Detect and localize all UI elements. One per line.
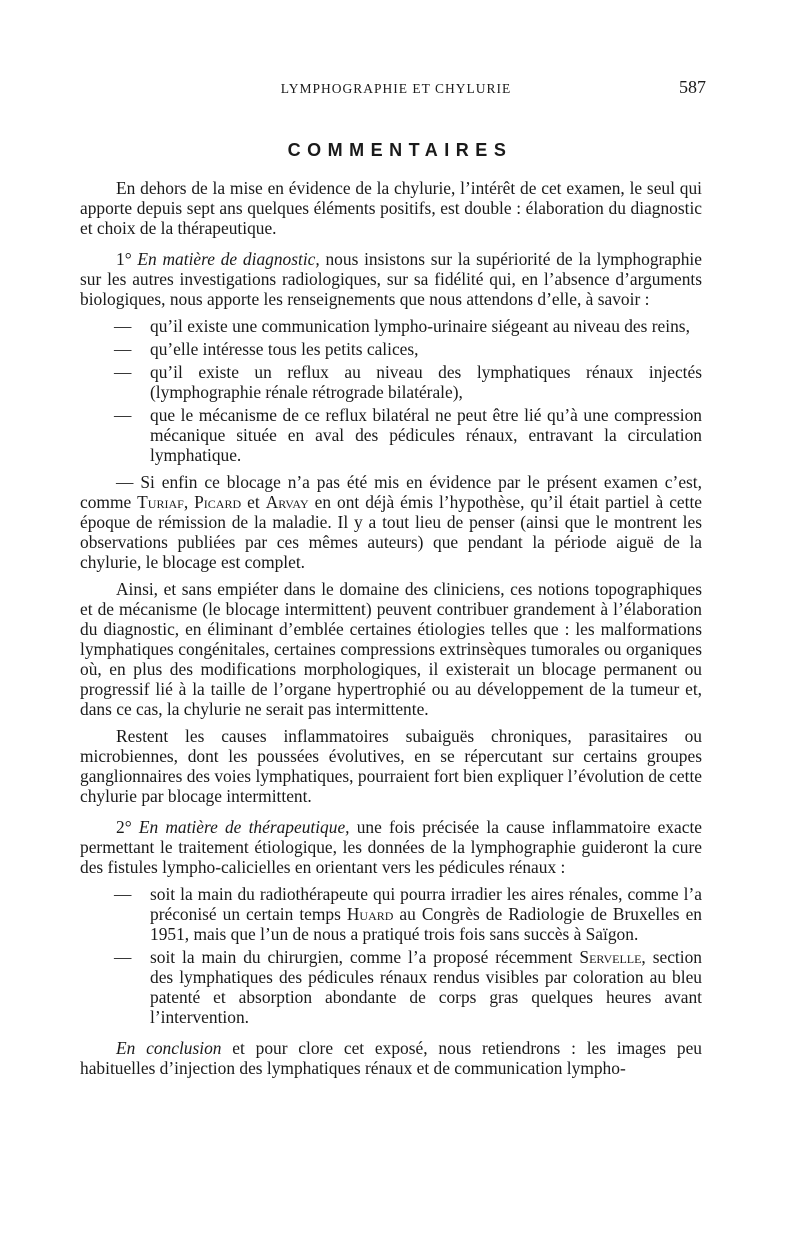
author-name: Huard bbox=[346, 904, 394, 924]
list-item bbox=[80, 316, 702, 336]
list-item-text: au Congrès de Radiologie de Bruxelles en 1951, mais que l’un de nous a pratiqué trois fois sans succès à Saïgon. bbox=[150, 904, 702, 944]
paragraph-text: et pour clore cet exposé, nous retiendrons : les images peu habituelles d’injection des lymphatiques rénaux et de communication lympho- bbox=[80, 1038, 702, 1078]
paragraph-restent: Restent les causes inflammatoires subaiguës chroniques, parasitaires ou microbiennes, dont les poussées évolutives, en se répercutant sur certains groupes ganglionnaires des voies lymphatiques, pourraient fort bien expliquer l’évolution de cette chylurie par blocage intermittent. bbox=[80, 726, 702, 806]
dash: — bbox=[114, 362, 132, 382]
paragraph-ainsi: Ainsi, et sans empiéter dans le domaine des cliniciens, ces notions topographiques et de mécanisme (le blocage intermittent) peuvent contribuer grandement à l’élaboration du diagnostic, en éliminant d’emblée certaines étiologies telles que : les malformations lymphatiques congénitales, certaines compressions extrinsèques tumorales ou organiques où, en plus des modifications morphologiques, il existerait un blocage permanent ou progressif lié à la taille de l’organe hypertrophié ou au développement de la tumeur et, dans ce cas, la chylurie ne serait pas intermittente. bbox=[80, 579, 702, 719]
author-name: Picard bbox=[194, 492, 242, 512]
italic-heading: En conclusion bbox=[116, 1038, 222, 1058]
author-name: Turiaf bbox=[137, 492, 184, 512]
item-number: 2° bbox=[116, 817, 132, 837]
dash: — bbox=[116, 472, 134, 492]
list-item bbox=[80, 405, 702, 465]
section-title: COMMENTAIRES bbox=[287, 140, 513, 160]
paragraph-text: une fois précisée la cause inflammatoire exacte permettant le traitement étiologique, les données de la lymphographie guideront la cure des fistules lympho-calicielles en orientant vers les pédicules rénaux : bbox=[80, 817, 702, 877]
paragraph-intro: En dehors de la mise en évidence de la chylurie, l’intérêt de cet examen, le seul qui apporte depuis sept ans quelques éléments positifs, est double : élaboration du diagnostic et choix de la thérapeutique. bbox=[80, 178, 702, 238]
page-number: 587 bbox=[679, 77, 706, 97]
dash: — bbox=[114, 316, 132, 336]
list-item-text: soit la main du chirurgien, comme l’a proposé récemment bbox=[150, 947, 573, 967]
running-title: LYMPHOGRAPHIE ET CHYLURIE bbox=[280, 81, 512, 96]
list-item bbox=[80, 884, 702, 944]
dash: — bbox=[114, 339, 132, 359]
paragraph-blocage: — Si enfin ce blocage n’a pas été mis en évidence par le présent examen c’est, comme Turiaf, Picard et Arvay en ont déjà émis l’hypothèse, qu’il était partiel à cette époque de rémission de la maladie. Il y a tout lieu de penser (ainsi que le montrent les observations publiées par ces mêmes auteurs) que pendant la période aiguë de la chylurie, le blocage est complet. bbox=[80, 472, 703, 572]
italic-heading: En matière de thérapeutique, bbox=[138, 817, 350, 837]
list-item-text: soit la main du radiothérapeute qui pourra irradier les aires rénales, comme l’a préconisé un certain temps bbox=[150, 884, 702, 924]
diagnostic-list bbox=[80, 316, 702, 465]
therapeutic-list bbox=[80, 884, 702, 1027]
list-item-text: section des lymphatiques des pédicules rénaux rendus visibles par coloration au bleu patenté et absorption abondante de corps gras quelques heures avant l’intervention. bbox=[150, 947, 702, 1027]
conjunction: et bbox=[247, 492, 260, 512]
paragraph-conclusion bbox=[80, 1038, 702, 1078]
list-item-text: qu’il existe un reflux au niveau des lymphatiques rénaux injectés (lymphographie rénale rétrograde bilatérale), bbox=[150, 362, 702, 402]
author-name: Servelle, bbox=[579, 947, 646, 967]
paragraph-text: en ont déjà émis l’hypothèse, qu’il était partiel à cette époque de rémission de la maladie. Il y a tout lieu de penser (ainsi que le montrent les observations publiées par ces mêmes auteurs) que pendant la période aiguë de la chylurie, le blocage est complet. bbox=[80, 492, 703, 572]
paragraph-diagnostic bbox=[80, 249, 702, 309]
list-item bbox=[80, 362, 702, 402]
list-item-text: qu’il existe une communication lympho-urinaire siégeant au niveau des reins, bbox=[150, 316, 690, 336]
paragraph-text: nous insistons sur la supériorité de la lymphographie sur les autres investigations radiologiques, sur sa fidélité qui, en l’absence d’arguments biologiques, nous apporte les renseignements que nous attendons d’elle, à savoir : bbox=[80, 249, 702, 309]
list-item bbox=[80, 947, 702, 1027]
list-item bbox=[80, 339, 702, 359]
paragraph-text: Si enfin ce blocage n’a pas été mis en évidence par le présent examen c’est, comme bbox=[80, 472, 702, 512]
page-header bbox=[80, 77, 712, 101]
list-item-text: que le mécanisme de ce reflux bilatéral ne peut être lié qu’à une compression mécanique située en aval des pédicules rénaux, entravant la circulation lymphatique. bbox=[150, 405, 702, 465]
dash: — bbox=[114, 884, 132, 904]
paragraph-therapeutique bbox=[80, 817, 702, 877]
list-item-text: qu’elle intéresse tous les petits calices, bbox=[150, 339, 419, 359]
item-number: 1° bbox=[116, 249, 132, 269]
author-name: Arvay bbox=[265, 492, 309, 512]
body-text bbox=[80, 178, 702, 1085]
italic-heading: En matière de diagnostic, bbox=[137, 249, 320, 269]
dash: — bbox=[114, 947, 132, 967]
dash: — bbox=[114, 405, 132, 425]
